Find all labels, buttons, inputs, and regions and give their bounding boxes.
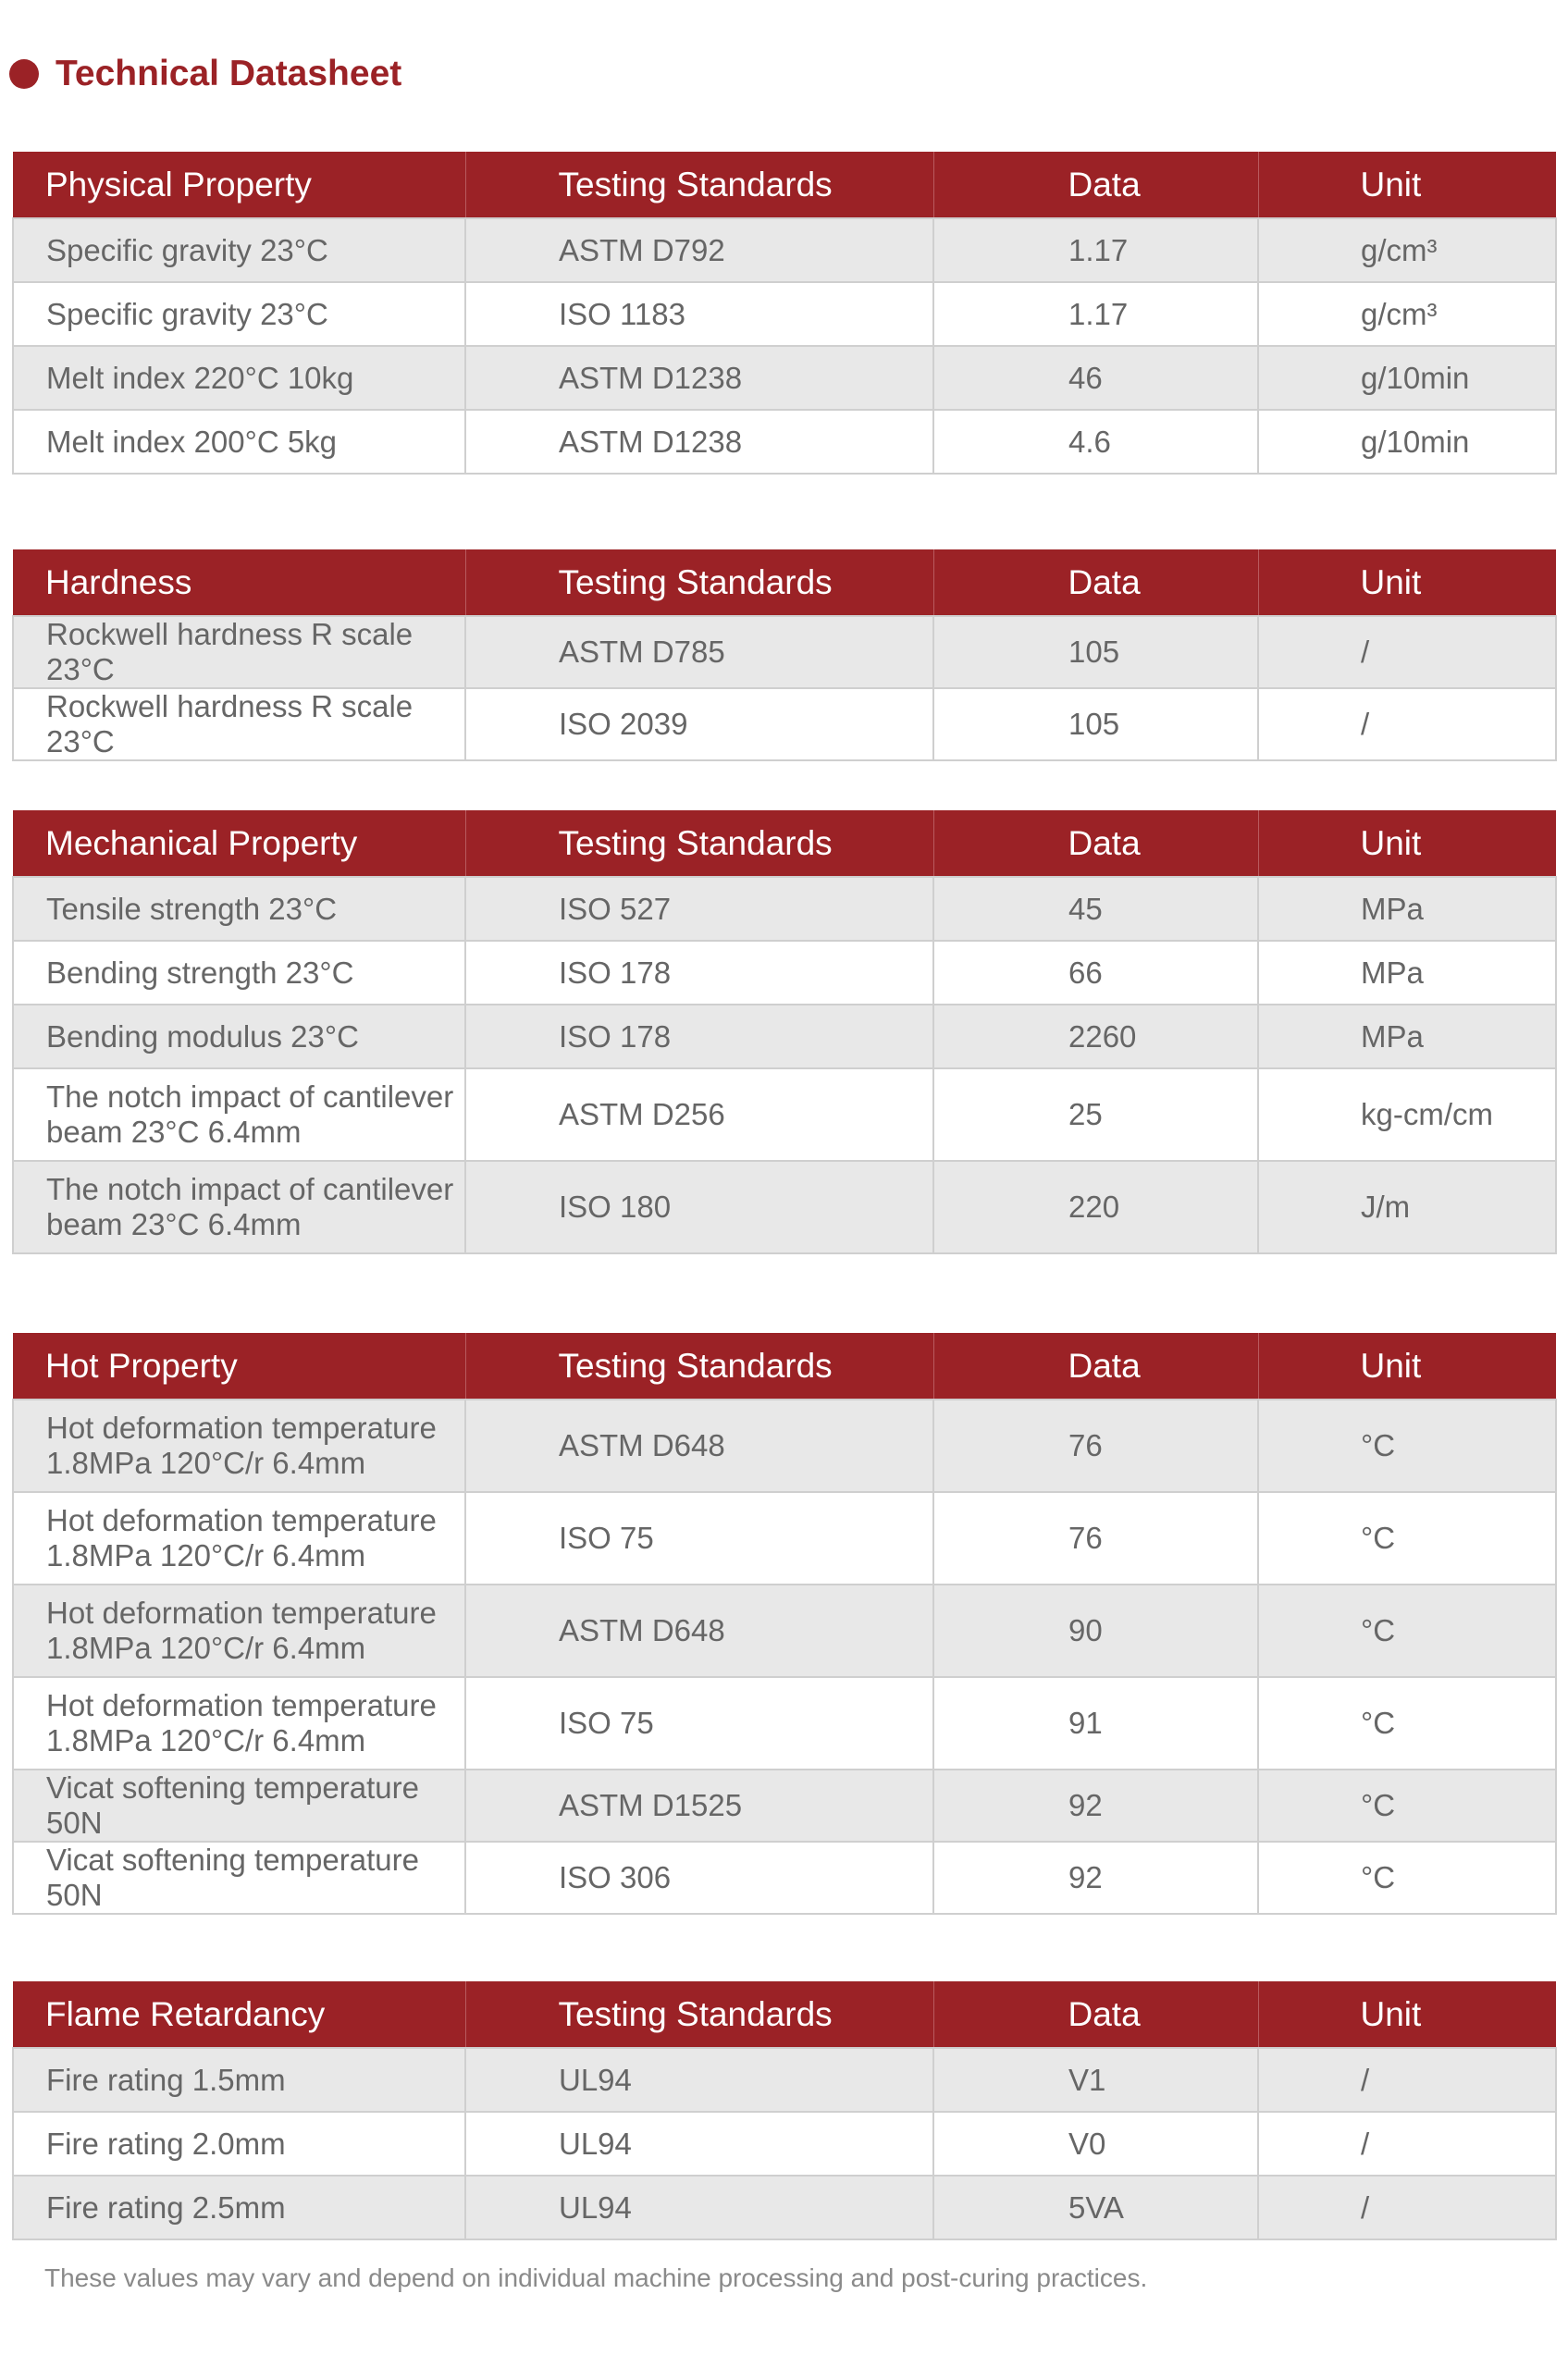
standard-cell: ISO 178 xyxy=(465,1005,933,1068)
property-cell: Fire rating 2.0mm xyxy=(13,2112,465,2176)
data-cell: 5VA xyxy=(933,2176,1258,2239)
property-cell: Rockwell hardness R scale 23°C xyxy=(13,616,465,688)
property-cell: Melt index 200°C 5kg xyxy=(13,410,465,474)
standard-cell: ASTM D1238 xyxy=(465,346,933,410)
table-row xyxy=(13,877,1556,941)
unit-cell: °C xyxy=(1258,1400,1556,1492)
mechanical-property-table xyxy=(12,810,1557,1254)
data-cell: 90 xyxy=(933,1585,1258,1677)
table-row xyxy=(13,2112,1556,2176)
unit-cell: g/10min xyxy=(1258,410,1556,474)
unit-cell: MPa xyxy=(1258,1005,1556,1068)
header-cell: Testing Standards xyxy=(465,152,933,218)
unit-cell: °C xyxy=(1258,1585,1556,1677)
standard-cell: ISO 178 xyxy=(465,941,933,1005)
table-header-row xyxy=(13,1981,1556,2048)
data-cell: 4.6 xyxy=(933,410,1258,474)
standard-cell: ISO 306 xyxy=(465,1842,933,1914)
unit-cell: / xyxy=(1258,2176,1556,2239)
standard-cell: ISO 180 xyxy=(465,1161,933,1253)
page-title: Technical Datasheet xyxy=(56,54,402,93)
property-cell: Specific gravity 23°C xyxy=(13,218,465,282)
data-cell: 66 xyxy=(933,941,1258,1005)
header-cell: Mechanical Property xyxy=(13,810,465,877)
standard-cell: ASTM D256 xyxy=(465,1068,933,1161)
standard-cell: ISO 75 xyxy=(465,1492,933,1585)
table-row xyxy=(13,2048,1556,2112)
data-cell: 45 xyxy=(933,877,1258,941)
unit-cell: J/m xyxy=(1258,1161,1556,1253)
header-cell: Testing Standards xyxy=(465,1333,933,1400)
table-row xyxy=(13,410,1556,474)
hot-property-table xyxy=(12,1333,1557,1915)
bullet-dot-icon xyxy=(9,59,39,89)
property-cell: Specific gravity 23°C xyxy=(13,282,465,346)
property-cell: Hot deformation temperature 1.8MPa 120°C/r 6.4mm xyxy=(13,1492,465,1585)
standard-cell: ISO 75 xyxy=(465,1677,933,1770)
data-cell: 220 xyxy=(933,1161,1258,1253)
footnote: These values may vary and depend on individual machine processing and post-curing practices. xyxy=(44,2263,1148,2292)
table-row xyxy=(13,1842,1556,1914)
property-cell: Fire rating 2.5mm xyxy=(13,2176,465,2239)
table-row xyxy=(13,616,1556,688)
property-cell: Hot deformation temperature 1.8MPa 120°C/r 6.4mm xyxy=(13,1677,465,1770)
table-row xyxy=(13,1005,1556,1068)
unit-cell: °C xyxy=(1258,1842,1556,1914)
unit-cell: MPa xyxy=(1258,877,1556,941)
section-heading xyxy=(9,46,401,102)
property-cell: Rockwell hardness R scale 23°C xyxy=(13,688,465,760)
table-header-row xyxy=(13,810,1556,877)
standard-cell: UL94 xyxy=(465,2048,933,2112)
standard-cell: UL94 xyxy=(465,2176,933,2239)
header-cell: Data xyxy=(933,810,1258,877)
standard-cell: ASTM D648 xyxy=(465,1400,933,1492)
data-cell: 25 xyxy=(933,1068,1258,1161)
unit-cell: / xyxy=(1258,2048,1556,2112)
standard-cell: ISO 2039 xyxy=(465,688,933,760)
table-row xyxy=(13,1677,1556,1770)
unit-cell: g/cm³ xyxy=(1258,218,1556,282)
table-row xyxy=(13,941,1556,1005)
header-cell: Hot Property xyxy=(13,1333,465,1400)
flame-retardancy-table xyxy=(12,1981,1557,2240)
table-header-row xyxy=(13,549,1556,616)
property-cell: Hot deformation temperature 1.8MPa 120°C/r 6.4mm xyxy=(13,1400,465,1492)
data-cell: 105 xyxy=(933,688,1258,760)
unit-cell: kg-cm/cm xyxy=(1258,1068,1556,1161)
data-cell: 2260 xyxy=(933,1005,1258,1068)
header-cell: Data xyxy=(933,549,1258,616)
table-row xyxy=(13,688,1556,760)
hardness-table xyxy=(12,549,1557,761)
standard-cell: ISO 1183 xyxy=(465,282,933,346)
table-row xyxy=(13,1161,1556,1253)
unit-cell: g/cm³ xyxy=(1258,282,1556,346)
header-cell: Data xyxy=(933,1981,1258,2048)
property-cell: The notch impact of cantilever beam 23°C 6.4mm xyxy=(13,1068,465,1161)
unit-cell: °C xyxy=(1258,1677,1556,1770)
table-row xyxy=(13,1400,1556,1492)
data-cell: 105 xyxy=(933,616,1258,688)
header-cell: Data xyxy=(933,152,1258,218)
property-cell: Vicat softening temperature 50N xyxy=(13,1842,465,1914)
property-cell: The notch impact of cantilever beam 23°C 6.4mm xyxy=(13,1161,465,1253)
standard-cell: ASTM D1525 xyxy=(465,1770,933,1842)
table-row xyxy=(13,282,1556,346)
header-cell: Data xyxy=(933,1333,1258,1400)
data-cell: 92 xyxy=(933,1770,1258,1842)
standard-cell: ASTM D1238 xyxy=(465,410,933,474)
property-cell: Hot deformation temperature 1.8MPa 120°C/r 6.4mm xyxy=(13,1585,465,1677)
table-row xyxy=(13,1585,1556,1677)
data-cell: 76 xyxy=(933,1400,1258,1492)
data-cell: 92 xyxy=(933,1842,1258,1914)
header-cell: Unit xyxy=(1258,549,1556,616)
header-cell: Hardness xyxy=(13,549,465,616)
data-cell: 46 xyxy=(933,346,1258,410)
data-cell: 1.17 xyxy=(933,282,1258,346)
header-cell: Unit xyxy=(1258,1333,1556,1400)
property-cell: Fire rating 1.5mm xyxy=(13,2048,465,2112)
standard-cell: ASTM D648 xyxy=(465,1585,933,1677)
data-cell: V0 xyxy=(933,2112,1258,2176)
table-row xyxy=(13,1068,1556,1161)
header-cell: Testing Standards xyxy=(465,810,933,877)
property-cell: Tensile strength 23°C xyxy=(13,877,465,941)
header-cell: Physical Property xyxy=(13,152,465,218)
header-cell: Flame Retardancy xyxy=(13,1981,465,2048)
unit-cell: °C xyxy=(1258,1770,1556,1842)
data-cell: 91 xyxy=(933,1677,1258,1770)
header-cell: Testing Standards xyxy=(465,549,933,616)
data-cell: 76 xyxy=(933,1492,1258,1585)
unit-cell: / xyxy=(1258,688,1556,760)
unit-cell: / xyxy=(1258,2112,1556,2176)
standard-cell: UL94 xyxy=(465,2112,933,2176)
standard-cell: ISO 527 xyxy=(465,877,933,941)
header-cell: Unit xyxy=(1258,810,1556,877)
unit-cell: °C xyxy=(1258,1492,1556,1585)
unit-cell: g/10min xyxy=(1258,346,1556,410)
property-cell: Bending modulus 23°C xyxy=(13,1005,465,1068)
table-header-row xyxy=(13,152,1556,218)
header-cell: Unit xyxy=(1258,152,1556,218)
data-cell: V1 xyxy=(933,2048,1258,2112)
table-row xyxy=(13,1492,1556,1585)
table-header-row xyxy=(13,1333,1556,1400)
property-cell: Vicat softening temperature 50N xyxy=(13,1770,465,1842)
header-cell: Testing Standards xyxy=(465,1981,933,2048)
property-cell: Melt index 220°C 10kg xyxy=(13,346,465,410)
unit-cell: MPa xyxy=(1258,941,1556,1005)
table-row xyxy=(13,1770,1556,1842)
standard-cell: ASTM D785 xyxy=(465,616,933,688)
physical-property-table xyxy=(12,152,1557,475)
table-row xyxy=(13,2176,1556,2239)
table-row xyxy=(13,346,1556,410)
table-row xyxy=(13,218,1556,282)
data-cell: 1.17 xyxy=(933,218,1258,282)
property-cell: Bending strength 23°C xyxy=(13,941,465,1005)
unit-cell: / xyxy=(1258,616,1556,688)
header-cell: Unit xyxy=(1258,1981,1556,2048)
standard-cell: ASTM D792 xyxy=(465,218,933,282)
